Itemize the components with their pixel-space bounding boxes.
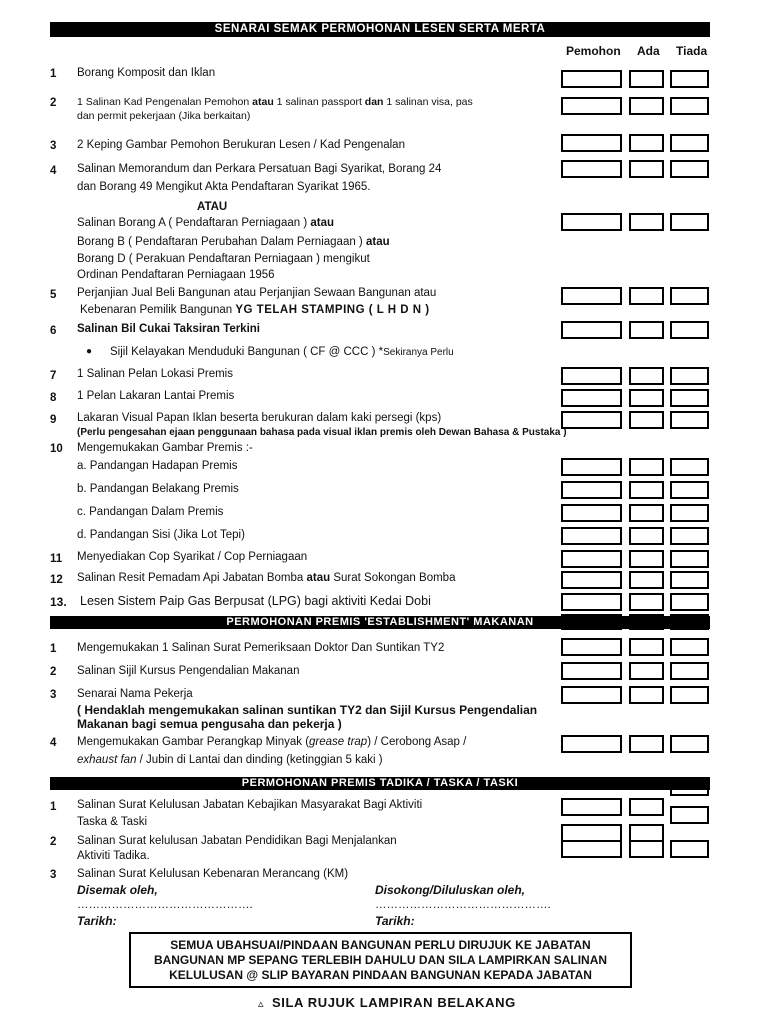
ada-checkbox[interactable] xyxy=(629,389,664,407)
item-text-sub: Sijil Kelayakan Menduduki Bangunan ( CF @ CCC ) *Sekiranya Perlu xyxy=(110,346,454,358)
tiada-checkbox[interactable] xyxy=(670,638,709,656)
tiada-checkbox[interactable] xyxy=(670,70,709,88)
ada-checkbox[interactable] xyxy=(629,321,664,339)
ada-checkbox[interactable] xyxy=(629,504,664,522)
column-header-ada: Ada xyxy=(637,44,660,58)
item-number: 3 xyxy=(50,689,57,701)
tiada-checkbox[interactable] xyxy=(670,97,709,115)
ada-checkbox[interactable] xyxy=(629,593,664,611)
item-text-cont: Ordinan Pendaftaran Perniagaan 1956 xyxy=(77,269,275,281)
ada-checkbox[interactable] xyxy=(629,287,664,305)
atau-label: ATAU xyxy=(197,201,228,213)
tiada-checkbox[interactable] xyxy=(670,614,709,630)
item-text: Perjanjian Jual Beli Bangunan atau Perjanjian Sewaan Bangunan atau xyxy=(77,287,437,299)
item-text-cont: Taska & Taski xyxy=(77,816,148,828)
item-text: Salinan Resit Pemadam Api Jabatan Bomba atau Surat Sokongan Bomba xyxy=(77,572,456,584)
item-text-cont: dan permit pekerjaan (Jika berkaitan) xyxy=(77,110,251,122)
tiada-checkbox[interactable] xyxy=(670,662,709,680)
pemohon-checkbox[interactable] xyxy=(561,411,622,429)
notice-line: SEMUA UBAHSUAI/PINDAAN BANGUNAN PERLU DIRUJUK KE JABATAN xyxy=(170,938,591,952)
item-number: 8 xyxy=(50,392,57,404)
item-note: Makanan bagi semua pengusaha dan pekerja ) xyxy=(77,717,342,731)
pemohon-checkbox[interactable] xyxy=(561,134,622,152)
item-text: Lakaran Visual Papan Iklan beserta berukuran dalam kaki persegi (kps) xyxy=(77,412,442,424)
tiada-checkbox[interactable] xyxy=(670,686,709,704)
pemohon-checkbox[interactable] xyxy=(561,504,622,522)
pemohon-checkbox[interactable] xyxy=(561,662,622,680)
item-number: 2 xyxy=(50,666,57,678)
item-text-cont: Aktiviti Tadika. xyxy=(77,850,150,862)
column-header-tiada: Tiada xyxy=(676,44,708,58)
reviewed-date-label: Tarikh: xyxy=(77,914,117,928)
item-number: 10 xyxy=(50,443,63,455)
pemohon-checkbox[interactable] xyxy=(561,550,622,568)
tiada-checkbox[interactable] xyxy=(670,389,709,407)
tiada-checkbox[interactable] xyxy=(670,367,709,385)
approved-date-label: Tarikh: xyxy=(375,914,415,928)
ada-checkbox[interactable] xyxy=(629,70,664,88)
item-sub-b: b. Pandangan Belakang Premis xyxy=(77,483,239,495)
item-number: 12 xyxy=(50,574,63,586)
ada-checkbox[interactable] xyxy=(629,840,664,858)
item-number: 13. xyxy=(50,595,67,609)
pemohon-checkbox[interactable] xyxy=(561,458,622,476)
ada-checkbox[interactable] xyxy=(629,735,664,753)
item-number: 11 xyxy=(50,553,63,565)
column-header-pemohon: Pemohon xyxy=(566,44,621,58)
item-text-cont: Kebenaran Pemilik Bangunan YG TELAH STAMPING ( L H D N ) xyxy=(80,304,430,316)
tiada-checkbox[interactable] xyxy=(670,458,709,476)
footer-note: SILA RUJUK LAMPIRAN BELAKANG xyxy=(272,995,516,1010)
tiada-checkbox[interactable] xyxy=(670,213,709,231)
item-text: Menyediakan Cop Syarikat / Cop Perniagaan xyxy=(77,551,308,563)
ada-checkbox[interactable] xyxy=(629,160,664,178)
tiada-checkbox[interactable] xyxy=(670,735,709,753)
item-number: 1 xyxy=(50,68,57,80)
ada-checkbox[interactable] xyxy=(629,638,664,656)
item-number: 2 xyxy=(50,836,57,848)
page-title: SENARAI SEMAK PERMOHONAN LESEN SERTA MERTA xyxy=(50,22,710,37)
pemohon-checkbox[interactable] xyxy=(561,614,622,630)
item-note: ( Hendaklah mengemukakan salinan suntikan TY2 dan Sijil Kursus Pengendalian xyxy=(77,703,538,717)
tiada-checkbox[interactable] xyxy=(670,571,709,589)
item-text: Mengemukakan Gambar Perangkap Minyak (grease trap) / Cerobong Asap / xyxy=(77,736,467,748)
item-text: Mengemukakan Gambar Premis :- xyxy=(77,442,253,454)
pemohon-checkbox[interactable] xyxy=(561,798,622,816)
item-number: 6 xyxy=(50,325,57,337)
tiada-checkbox[interactable] xyxy=(670,160,709,178)
item-number: 1 xyxy=(50,643,57,655)
pemohon-checkbox[interactable] xyxy=(561,70,622,88)
ada-checkbox[interactable] xyxy=(629,134,664,152)
item-text: Senarai Nama Pekerja xyxy=(77,688,193,700)
item-text-cont: exhaust fan / Jubin di Lantai dan dinding (ketinggian 5 kaki ) xyxy=(77,754,383,766)
tiada-checkbox[interactable] xyxy=(670,504,709,522)
pemohon-checkbox[interactable] xyxy=(561,160,622,178)
tiada-checkbox[interactable] xyxy=(670,593,709,611)
item-number: 3 xyxy=(50,140,57,152)
item-text: 1 Salinan Pelan Lokasi Premis xyxy=(77,368,233,380)
item-text: Salinan Surat kelulusan Jabatan Pendidikan Bagi Menjalankan xyxy=(77,835,397,847)
tiada-checkbox[interactable] xyxy=(670,411,709,429)
item-text: Salinan Surat Kelulusan Kebenaran Merancang (KM) xyxy=(77,868,349,880)
item-text-cont: Borang D ( Perakuan Pendaftaran Perniagaan ) mengikut xyxy=(77,253,370,265)
reviewed-by-label: Disemak oleh, xyxy=(77,883,158,897)
ada-checkbox[interactable] xyxy=(629,662,664,680)
item-number: 2 xyxy=(50,97,57,109)
item-text: Borang Komposit dan Iklan xyxy=(77,67,216,79)
ada-checkbox[interactable] xyxy=(629,458,664,476)
item-text: Salinan Surat Kelulusan Jabatan Kebajikan Masyarakat Bagi Aktiviti xyxy=(77,799,423,811)
item-text: Salinan Bil Cukai Taksiran Terkini xyxy=(77,323,260,335)
pemohon-checkbox[interactable] xyxy=(561,686,622,704)
item-note: (Perlu pengesahan ejaan penggunaan bahasa pada visual iklan premis oleh Dewan Bahasa & Pustaka ) xyxy=(77,427,567,438)
ada-checkbox[interactable] xyxy=(629,798,664,816)
tiada-checkbox[interactable] xyxy=(670,550,709,568)
item-number: 3 xyxy=(50,869,57,881)
item-number: 7 xyxy=(50,370,57,382)
ada-checkbox[interactable] xyxy=(629,367,664,385)
item-sub-a: a. Pandangan Hadapan Premis xyxy=(77,460,238,472)
item-text: 1 Salinan Kad Pengenalan Pemohon atau 1 salinan passport dan 1 salinan visa, pas xyxy=(77,96,473,108)
reviewed-by-signature-line[interactable]: ………………………………………. xyxy=(77,899,253,911)
item-text: 1 Pelan Lakaran Lantai Premis xyxy=(77,390,235,402)
ada-checkbox[interactable] xyxy=(629,213,664,231)
pemohon-checkbox[interactable] xyxy=(561,481,622,499)
item-text: Lesen Sistem Paip Gas Berpusat (LPG) bagi aktiviti Kedai Dobi xyxy=(80,594,431,608)
tiada-checkbox[interactable] xyxy=(670,134,709,152)
ada-checkbox[interactable] xyxy=(629,686,664,704)
item-number: 4 xyxy=(50,737,57,749)
pemohon-checkbox[interactable] xyxy=(561,527,622,545)
tiada-checkbox[interactable] xyxy=(670,778,709,796)
pemohon-checkbox[interactable] xyxy=(561,735,622,753)
ada-checkbox[interactable] xyxy=(629,481,664,499)
item-number: 5 xyxy=(50,289,57,301)
tiada-checkbox[interactable] xyxy=(670,321,709,339)
section-heading-makanan: PERMOHONAN PREMIS 'ESTABLISHMENT' MAKANAN xyxy=(50,616,710,629)
pemohon-checkbox[interactable] xyxy=(561,321,622,339)
triangle-icon: ▵ xyxy=(258,998,264,1010)
pemohon-checkbox[interactable] xyxy=(561,638,622,656)
notice-line: KELULUSAN @ SLIP BAYARAN PINDAAN BANGUNAN KEPADA JABATAN xyxy=(169,968,592,982)
item-text: Mengemukakan 1 Salinan Surat Pemeriksaan Doktor Dan Suntikan TY2 xyxy=(77,642,445,654)
pemohon-checkbox[interactable] xyxy=(561,367,622,385)
notice-box xyxy=(129,932,632,988)
tiada-checkbox[interactable] xyxy=(670,840,709,858)
notice-line: BANGUNAN MP SEPANG TERLEBIH DAHULU DAN SILA LAMPIRKAN SALINAN xyxy=(153,953,608,967)
pemohon-checkbox[interactable] xyxy=(561,287,622,305)
tiada-checkbox[interactable] xyxy=(670,481,709,499)
pemohon-checkbox[interactable] xyxy=(561,593,622,611)
approved-by-signature-line[interactable]: ………………………………………. xyxy=(375,899,551,911)
item-number: 4 xyxy=(50,165,57,177)
item-text: Salinan Memorandum dan Perkara Persatuan Bagi Syarikat, Borang 24 xyxy=(77,163,442,175)
item-text: 2 Keping Gambar Pemohon Berukuran Lesen / Kad Pengenalan xyxy=(77,139,405,151)
item-text-cont: Salinan Borang A ( Pendaftaran Perniagaan ) atau xyxy=(77,217,335,229)
pemohon-checkbox[interactable] xyxy=(561,389,622,407)
tiada-checkbox[interactable] xyxy=(670,806,709,824)
ada-checkbox[interactable] xyxy=(629,550,664,568)
ada-checkbox[interactable] xyxy=(629,571,664,589)
item-number: 1 xyxy=(50,801,57,813)
item-text-cont: Borang B ( Pendaftaran Perubahan Dalam Perniagaan ) atau xyxy=(77,236,390,248)
bullet-icon: ● xyxy=(86,346,93,357)
item-text-cont: dan Borang 49 Mengikut Akta Pendaftaran Syarikat 1965. xyxy=(77,181,371,193)
ada-checkbox[interactable] xyxy=(629,614,664,630)
item-sub-d: d. Pandangan Sisi (Jika Lot Tepi) xyxy=(77,529,245,541)
tiada-checkbox[interactable] xyxy=(670,527,709,545)
approved-by-label: Disokong/Diluluskan oleh, xyxy=(375,883,526,897)
item-sub-c: c. Pandangan Dalam Premis xyxy=(77,506,224,518)
ada-checkbox[interactable] xyxy=(629,527,664,545)
pemohon-checkbox[interactable] xyxy=(561,97,622,115)
pemohon-checkbox[interactable] xyxy=(561,571,622,589)
pemohon-checkbox[interactable] xyxy=(561,213,622,231)
tiada-checkbox[interactable] xyxy=(670,287,709,305)
ada-checkbox[interactable] xyxy=(629,97,664,115)
pemohon-checkbox[interactable] xyxy=(561,840,622,858)
ada-checkbox[interactable] xyxy=(629,411,664,429)
item-text: Salinan Sijil Kursus Pengendalian Makanan xyxy=(77,665,300,677)
section-heading-tadika: PERMOHONAN PREMIS TADIKA / TASKA / TASKI xyxy=(50,777,710,790)
item-number: 9 xyxy=(50,414,57,426)
